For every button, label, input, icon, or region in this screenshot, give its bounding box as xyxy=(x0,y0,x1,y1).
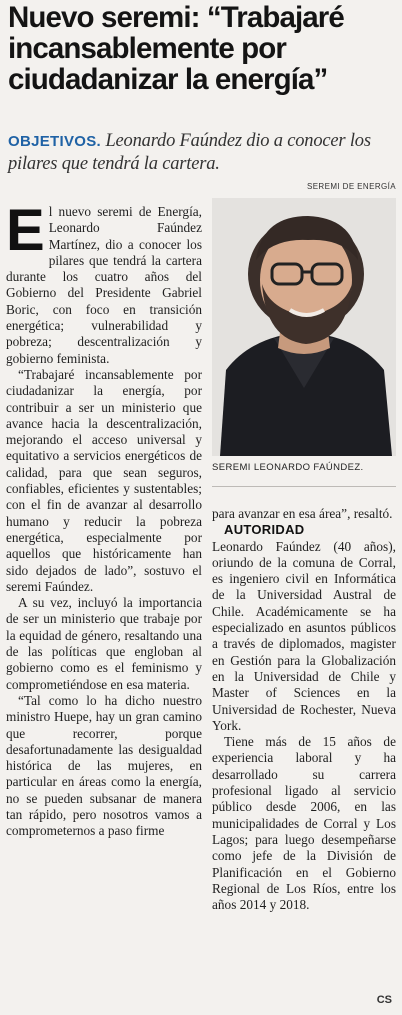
paragraph: “Trabajaré incansablemente por ciudadanizar la energía, por contribuir a ser un ministerio que avance hacia la descentralización, mejorando el acceso universal y equitativo a servicios energéticos de calidad, para que sean seguros, confiables, eficientes y sustentables; con el fin de avanzar al desarrollo humano y reducir la pobreza energética, especialmente por aquellos que históricamente han sido dejados de lado”, sostuvo el seremi Faúndez. xyxy=(6,366,202,594)
end-mark: CS xyxy=(376,994,392,1006)
article-column-left xyxy=(6,198,202,840)
paragraph: El nuevo seremi de Energía, Leonardo Faúndez Martínez, dio a conocer los pilares que tendrá la cartera durante los cuatro años del Gobierno del Presidente Gabriel Boric, con foco en transición energética; vulnerabilidad y pobreza; descentralización y gobierno feminista. xyxy=(6,198,202,366)
headline: Nuevo seremi: “Trabajaré incansablemente por ciudadanizar la energía” xyxy=(8,1,344,96)
paragraph: Leonardo Faúndez (40 años), oriundo de la comuna de Corral, es ingeniero civil en Informática de la Universidad Austral de Chile. Académicamente se ha especializado en asuntos públicos a través de diplomados, magister en Gestión para la Globalización en la Universidad de Chile y Master of Sciences en la Universidad de Rochester, Nueva York. xyxy=(212,538,396,733)
article-column-right xyxy=(212,506,396,913)
deck-text: Leonardo Faúndez dio a conocer los pilares que tendrá la cartera. xyxy=(8,131,371,174)
drop-cap: E xyxy=(6,198,45,263)
paragraph: para avanzar en esa área”, resaltó. xyxy=(212,506,393,521)
paragraph: A su vez, incluyó la importancia de ser un ministerio que trabaje por la equidad de género, resaltando una de las políticas que engloban al gobierno como es el feminismo y comprometiéndose en esa materia. xyxy=(6,595,202,692)
section-tag: SEREMI DE ENERGÍA xyxy=(306,182,396,191)
paragraph: “Tal como lo ha dicho nuestro ministro Huepe, hay un gran camino que recorrer, porque desafortunadamente las desigualdad histórica de las mujeres, en particular en áreas como la energía, no se pueden subsanar de manera tan rápido, pero nosotros vamos a comprometernos a paso firme xyxy=(6,692,202,839)
deck xyxy=(8,130,400,175)
paragraph: Tiene más de 15 años de experiencia laboral y ha desarrollado su carrera profesional ligado al servicio público desde 2006, en las municipalidades de Corral y Los Lagos; para luego desempeñarse como jefe de la División de Planificación en el Gobierno Regional de Los Ríos, entre los años 2014 y 2018. xyxy=(212,734,396,913)
caption-divider xyxy=(212,486,396,487)
deck-kicker: OBJETIVOS. xyxy=(8,133,102,150)
portrait-illustration xyxy=(212,198,396,456)
section-subhead: AUTORIDAD xyxy=(224,522,305,538)
photo-caption: SEREMI LEONARDO FAÚNDEZ. xyxy=(212,462,364,473)
portrait-photo xyxy=(212,198,396,456)
